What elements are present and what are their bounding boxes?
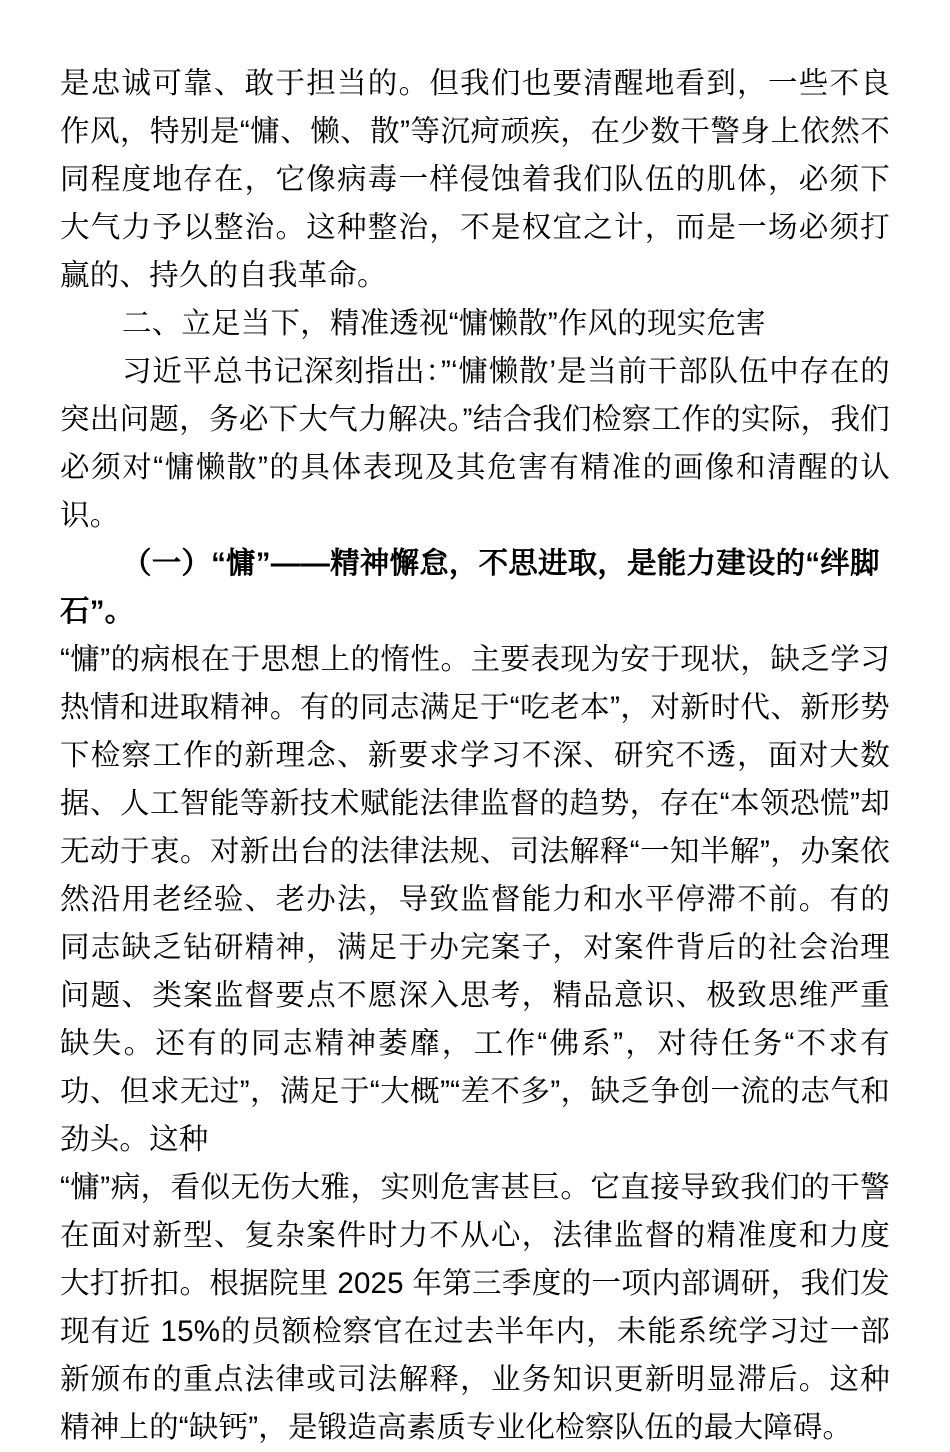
paragraph-yong-analysis: “慵”的病根在于思想上的惰性。主要表现为安于现状，缺乏学习热情和进取精神。有的同志满足于“吃老本”，对新时代、新形势下检察工作的新理念、新要求学习不深、研究不透，面对大数据、人工智能等新技术赋能法律监督的趋势，存在“本领恐慌”却无动于衷。对新出台的法律法规、司法解释“一知半解”，办案依然沿用老经验、老办法，导致监督能力和水平停滞不前。有的同志缺乏钻研精神，满足于办完案子，对案件背后的社会治理问题、类案监督要点不愿深入思考，精品意识、极致思维严重缺失。还有的同志精神萎靡，工作“佛系”，对待任务“不求有功、但求无过”，满足于“大概”“差不多”，缺乏争创一流的志气和劲头。这种 (60, 643, 890, 1156)
subheading-one: （一）“慵”——精神懈怠，不思进取，是能力建设的“绊脚石”。 (60, 547, 880, 628)
section-heading-two: 二、立足当下，精准透视“慵懒散”作风的现实危害 (122, 307, 766, 340)
paragraph-continuation: 是忠诚可靠、敢于担当的。但我们也要清醒地看到，一些不良作风，特别是“慵、懒、散”等沉疴顽疾，在少数干警身上依然不同程度地存在，它像病毒一样侵蚀着我们队伍的肌体，必须下大气力予以整治。这种整治，不是权宜之计，而是一场必须打赢的、持久的自我革命。 (60, 67, 890, 292)
paragraph-yong-harm: “慵”病，看似无伤大雅，实则危害甚巨。它直接导致我们的干警在面对新型、复杂案件时力不从心，法律监督的精准度和力度大打折扣。根据院里 2025 年第三季度的一项内部调研，我们发现有近 15%的员额检察官在过去半年内，未能系统学习过一部新颁布的重点法律或司法解释，业务知识更新明显滞后。这种精神上的“缺钙”，是锻造高素质专业化检察队伍的最大障碍。 (60, 1171, 890, 1444)
document-body (60, 60, 890, 1452)
paragraph-quote-xi: 习近平总书记深刻指出：”‘慵懒散’是当前干部队伍中存在的突出问题，务必下大气力解决。”结合我们检察工作的实际，我们必须对“慵懒散”的具体表现及其危害有精准的画像和清醒的认识。 (60, 355, 890, 532)
